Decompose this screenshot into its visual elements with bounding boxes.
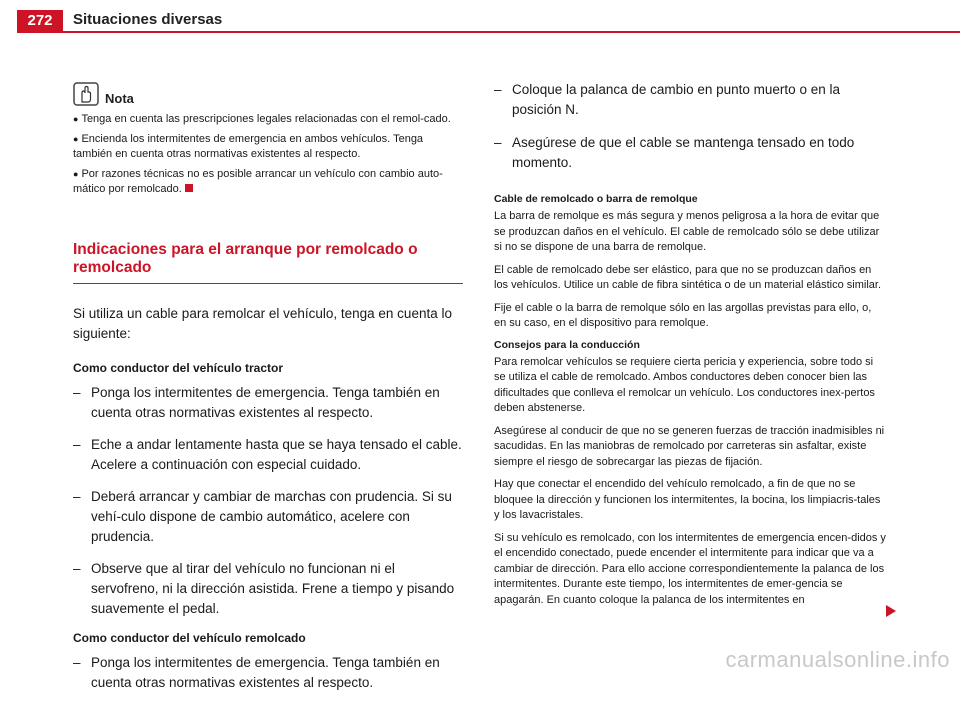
page-header: [0, 0, 960, 32]
list-item: – Ponga los intermitentes de emergencia. Tenga también en cuenta otras normativas existentes al respecto.: [73, 383, 463, 423]
note-hand-icon: [73, 82, 99, 106]
paragraph: Hay que conectar el encendido del vehículo remolcado, a fin de que no se bloquee la dirección y funcionen los intermitentes, la bocina, los limpiacris-tales y los lavacristales.: [494, 478, 881, 521]
cable-title: Cable de remolcado o barra de remolque: [494, 193, 698, 205]
section-title: Situaciones diversas: [73, 11, 223, 28]
watermark: carmanualsonline.info: [725, 647, 950, 672]
towing-vehicle-title: Como conductor del vehículo tractor: [73, 361, 284, 375]
paragraph: La barra de remolque es más segura y menos peligrosa a la hora de evitar que se produzcan daños en el vehículo. El cable de remolcado sólo se debe utilizar si no se dispone de una barra de remolque.: [494, 210, 880, 253]
list-item: – Observe que al tirar del vehículo no funcionan ni el servofreno, ni la dirección asistida. Frene a tiempo y pisando suavemente el pedal.: [73, 559, 463, 619]
note-item: ● Encienda los intermitentes de emergencia en ambos vehículos. Tenga también en cuenta otras normativas existentes al respecto.: [73, 133, 424, 160]
paragraph: Para remolcar vehículos se requiere cierta pericia y experiencia, sobre todo si se utiliza el cable de remolcado. Ambos conductores deben conocer bien las dificultades que conlleva el remolcar un vehículo. Los conductores inex-pertos deben abstenerse.: [494, 355, 875, 414]
note-item: ● Tenga en cuenta las prescripciones legales relacionadas con el remol-cado.: [73, 113, 451, 125]
paragraph: Fije el cable o la barra de remolque sólo en las argollas previstas para ello, o, en su caso, en el dispositivo para remolque.: [494, 301, 872, 329]
paragraph: Asegúrese al conducir de que no se generen fuerzas de tracción inadmisibles ni sacudidas. En las maniobras de remolcado por carreteras sin asfaltar, existe siempre el riesgo de sobrecargar las piezas de fijación.: [494, 424, 885, 468]
intro-text: Si utiliza un cable para remolcar el vehículo, tenga en cuenta lo siguiente:: [73, 306, 452, 341]
left-column: [73, 82, 463, 705]
note-item: ● Por razones técnicas no es posible arrancar un vehículo con cambio auto-mático por remolcado.: [73, 168, 443, 195]
page-number: 272: [17, 10, 63, 32]
right-column: [494, 80, 886, 615]
note-title: Nota: [105, 91, 134, 106]
section-heading: Indicaciones para el arranque por remolcado o remolcado: [73, 241, 463, 284]
list-item: – Asegúrese de que el cable se mantenga tensado en todo momento.: [494, 133, 886, 173]
end-marker-icon: [185, 184, 193, 192]
header-rule: [17, 31, 960, 33]
continue-arrow-icon: [886, 605, 896, 617]
list-item: – Ponga los intermitentes de emergencia. Tenga también en cuenta otras normativas existentes al respecto.: [73, 653, 463, 693]
list-item: – Eche a andar lentamente hasta que se haya tensado el cable. Acelere a continuación con especial cuidado.: [73, 435, 463, 475]
paragraph: Si su vehículo es remolcado, con los intermitentes de emergencia encen-didos y el encendido conectado, puede encender el intermitente para indicar que va a cambiar de dirección. Para ello accione correspondientemente la palanca de los intermitentes. Durante este tiempo, los intermitentes de emer-gencia se apagarán. En cuanto coloque la palanca de los intermitentes en: [494, 531, 886, 606]
note-header: [73, 82, 463, 106]
towed-vehicle-title: Como conductor del vehículo remolcado: [73, 631, 306, 645]
list-item: – Coloque la palanca de cambio en punto muerto o en la posición N.: [494, 80, 886, 120]
paragraph: El cable de remolcado debe ser elástico, para que no se produzcan daños en los vehículos. Utilice un cable de fibra sintética o de un material elástico similar.: [494, 263, 882, 291]
list-item: – Deberá arrancar y cambiar de marchas con prudencia. Si su vehí-culo dispone de cambio automático, acelere con prudencia.: [73, 487, 463, 547]
driving-title: Consejos para la conducción: [494, 338, 640, 351]
